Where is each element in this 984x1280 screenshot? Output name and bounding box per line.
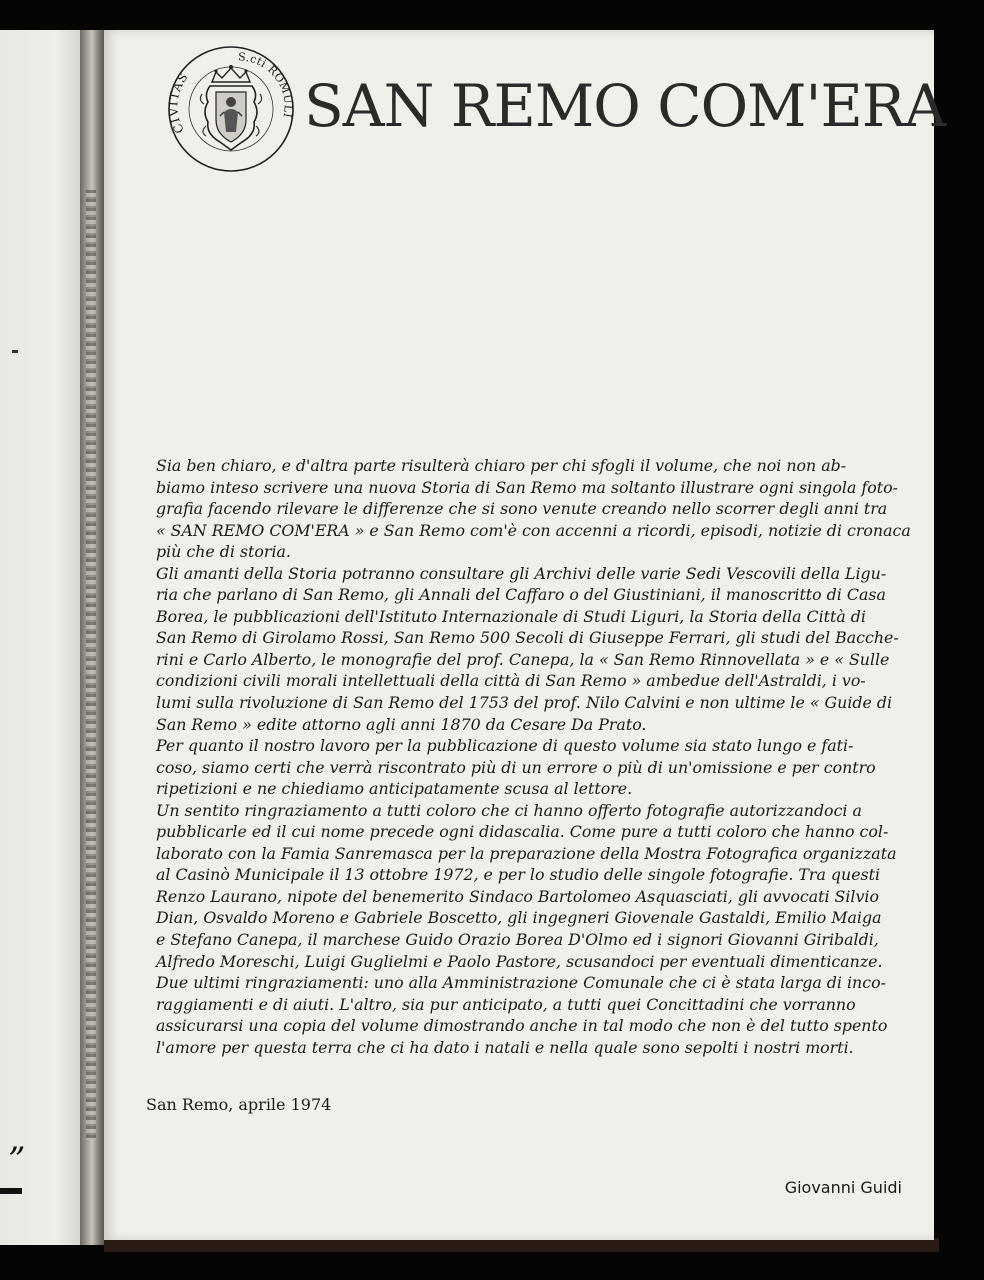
svg-text:S.cti ROMULI: S.cti ROMULI xyxy=(237,50,295,120)
preface-line: Un sentito ringraziamento a tutti coloro che ci hanno offerto fotografie autorizzandoci a xyxy=(156,800,862,820)
civitas-sancti-romuli-seal-icon xyxy=(164,42,298,176)
preface-line: più che di storia. xyxy=(156,542,291,562)
page-mark xyxy=(12,350,18,353)
dateline: San Remo, aprile 1974 xyxy=(146,1095,332,1114)
facing-page-dash xyxy=(0,1188,22,1194)
preface-line: laborato con la Famia Sanremasca per la preparazione della Mostra Fotografica organizzata xyxy=(156,843,897,863)
preface-line: Dian, Osvaldo Moreno e Gabriele Boscetto, gli ingegneri Giovenale Gastaldi, Emilio Maiga xyxy=(156,908,882,928)
preface-line: San Remo di Girolamo Rossi, San Remo 500 Secoli di Giuseppe Ferrari, gli studi del Bacche- xyxy=(156,628,899,648)
preface-line: San Remo » edite attorno agli anni 1870 da Cesare Da Prato. xyxy=(156,714,647,734)
preface-line: Alfredo Moreschi, Luigi Guglielmi e Paolo Pastore, scusandoci per eventuali dimenticanze. xyxy=(156,951,883,971)
preface-text xyxy=(156,455,914,1058)
preface-line: pubblicarle ed il cui nome precede ogni didascalia. Come pure a tutti coloro che hanno col- xyxy=(156,822,889,842)
preface-line: e Stefano Canepa, il marchese Guido Orazio Borea D'Olmo ed i signori Giovanni Giribaldi, xyxy=(156,930,879,950)
facing-page-quote-mark: ” xyxy=(8,1140,26,1180)
preface-line: Gli amanti della Storia potranno consultare gli Archivi delle varie Sedi Vescovili della Ligu- xyxy=(156,563,887,583)
preface-line: Renzo Laurano, nipote del benemerito Sindaco Bartolomeo Asquasciati, gli avvocati Silvio xyxy=(156,886,879,906)
preface-line: Per quanto il nostro lavoro per la pubblicazione di questo volume sia stato lungo e fati- xyxy=(156,736,854,756)
preface-line: coso, siamo certi che verrà riscontrato più di un errore o più di un'omissione e per contro xyxy=(156,757,876,777)
preface-line: ria che parlano di San Remo, gli Annali del Caffaro o del Giustiniani, il manoscritto di Casa xyxy=(156,585,886,605)
preface-line: l'amore per questa terra che ci ha dato i natali e nella quale sono sepolti i nostri morti. xyxy=(156,1037,854,1057)
preface-line: rini e Carlo Alberto, le monografie del prof. Canepa, la « San Remo Rinnovellata » e « Sulle xyxy=(156,649,890,669)
preface-line: « SAN REMO COM'ERA » e San Remo com'è con accenni a ricordi, episodi, notizie di cronaca xyxy=(156,520,911,540)
preface-line: assicurarsi una copia del volume dimostrando anche in tal modo che non è del tutto spento xyxy=(156,1016,888,1036)
facing-page xyxy=(0,30,80,1245)
author-signature: Giovanni Guidi xyxy=(784,1178,902,1197)
book-page xyxy=(104,30,946,1240)
preface-line: condizioni civili morali intellettuali della città di San Remo » ambedue dell'Astraldi, i vo- xyxy=(156,671,866,691)
book-cover-edge xyxy=(104,1238,939,1252)
preface-line: Due ultimi ringraziamenti: uno alla Amministrazione Comunale che ci è stata larga di inco- xyxy=(156,973,886,993)
book-title: SAN REMO COM'ERA xyxy=(304,72,946,140)
preface-line: grafia facendo rilevare le differenze che si sono venute creando nello scorrer degli anni tra xyxy=(156,499,888,519)
preface-line: Sia ben chiaro, e d'altra parte risulterà chiaro per chi sfogli il volume, che noi non ab- xyxy=(156,456,847,475)
book-spine xyxy=(80,30,104,1245)
svg-text:CIVITAS: CIVITAS xyxy=(166,69,192,136)
preface-line: raggiamenti e di aiuti. L'altro, sia pur anticipato, a tutti quei Concittadini che vorranno xyxy=(156,994,856,1014)
preface-line: lumi sulla rivoluzione di San Remo del 1753 del prof. Nilo Calvini e non ultime le « Guide di xyxy=(156,693,893,713)
preface-line: al Casinò Municipale il 13 ottobre 1972, e per lo studio delle singole fotografie. Tra questi xyxy=(156,865,881,885)
preface-line: Borea, le pubblicazioni dell'Istituto Internazionale di Studi Liguri, la Storia della Città di xyxy=(156,606,866,626)
preface-line: biamo inteso scrivere una nuova Storia di San Remo ma soltanto illustrare ogni singola foto- xyxy=(156,477,898,497)
preface-line: ripetizioni e ne chiediamo anticipatamente scusa al lettore. xyxy=(156,779,633,799)
